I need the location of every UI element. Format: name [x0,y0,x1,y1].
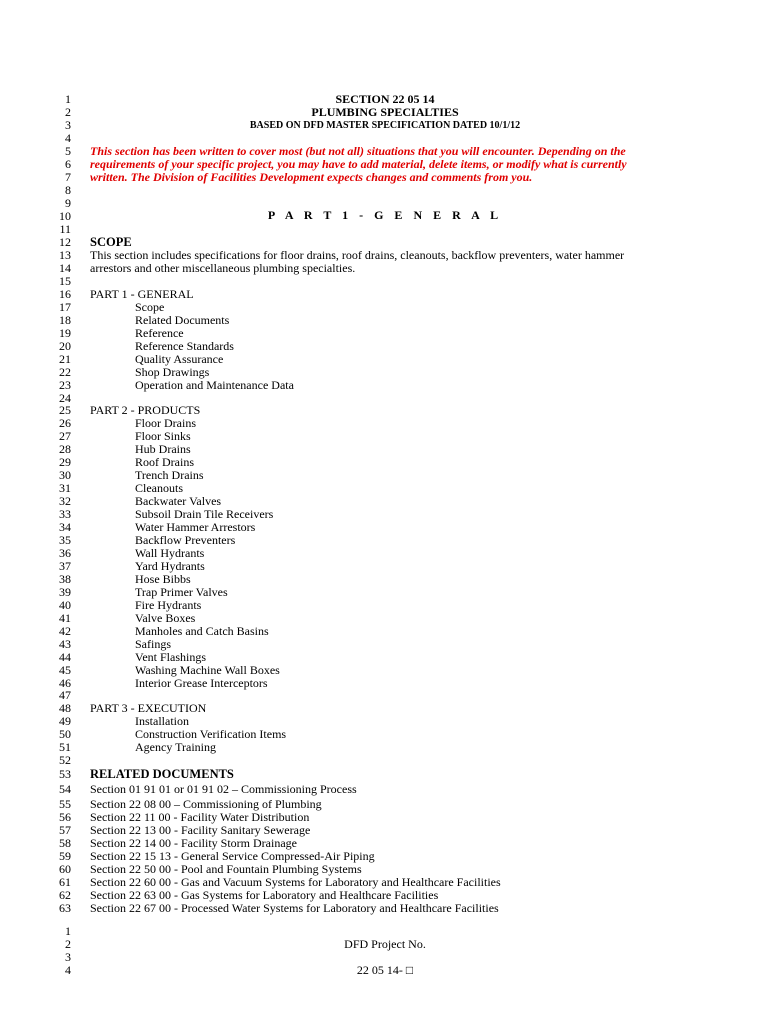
outline-item: Subsoil Drain Tile Receivers [135,507,274,521]
outline-item: Trench Drains [135,468,204,482]
line-number: 8 [65,183,71,197]
related-document-item: Section 22 15 13 - General Service Compressed-Air Piping [90,849,375,863]
line-number: 33 [59,507,71,521]
outline-item: Valve Boxes [135,611,196,625]
outline-item: Safings [135,637,171,651]
line-number: 44 [59,650,71,664]
related-document-item: Section 22 67 00 - Processed Water Systems for Laboratory and Healthcare Facilities [90,901,499,915]
line-number: 35 [59,533,71,547]
line-number: 14 [59,261,71,275]
line-number: 32 [59,494,71,508]
line-number: 54 [59,782,71,796]
line-number: 25 [59,403,71,417]
line-number: 6 [65,157,71,171]
outline-item: Shop Drawings [135,365,210,379]
line-number: 26 [59,416,71,430]
outline-item: Quality Assurance [135,352,224,366]
section-name: PLUMBING SPECIALTIES [311,105,459,119]
outline-item: Scope [135,300,165,314]
line-number: 29 [59,455,71,469]
line-number: 22 [59,365,71,379]
related-document-item: Section 22 60 00 - Gas and Vacuum Systems for Laboratory and Healthcare Facilities [90,875,501,889]
line-number: 61 [59,875,71,889]
outline-item: Backwater Valves [135,494,222,508]
line-number: 63 [59,901,71,915]
outline-item: Installation [135,714,189,728]
line-number: 27 [59,429,71,443]
outline-item: Hose Bibbs [135,572,191,586]
line-number: 4 [65,131,71,145]
spec-note-line: This section has been written to cover most (but not all) situations that you will encounter. Depending on the [90,144,626,158]
line-number: 18 [59,313,71,327]
outline-item: Hub Drains [135,442,191,456]
outline-item: Construction Verification Items [135,727,287,741]
outline-part-title: PART 3 - EXECUTION [90,701,207,715]
line-number: 62 [59,888,71,902]
line-number: 57 [59,823,71,837]
footer-line-number: 4 [65,963,71,977]
outline-item: Reference [135,326,184,340]
section-title: SECTION 22 05 14 [335,92,435,106]
outline-item: Backflow Preventers [135,533,236,547]
line-number: 9 [65,196,71,210]
line-number: 42 [59,624,71,638]
related-document-item: Section 22 14 00 - Facility Storm Drainage [90,836,297,850]
based-on-note: BASED ON DFD MASTER SPECIFICATION DATED 10/1/12 [249,120,521,131]
line-number: 38 [59,572,71,586]
line-number: 46 [59,676,71,690]
line-number: 23 [59,378,71,392]
outline-item: Interior Grease Interceptors [135,676,268,690]
outline-item: Related Documents [135,313,230,327]
spec-note-line: requirements of your specific project, you may have to add material, delete items, or modify what is currently [90,157,627,171]
outline-item: Vent Flashings [135,650,207,664]
line-number: 13 [59,248,71,262]
line-number: 45 [59,663,71,677]
line-number: 24 [59,391,71,405]
line-number: 40 [59,598,71,612]
line-number: 19 [59,326,71,340]
outline-item: Washing Machine Wall Boxes [135,663,280,677]
line-number: 43 [59,637,71,651]
outline-item: Floor Sinks [135,429,191,443]
outline-item: Yard Hydrants [135,559,205,573]
line-number: 17 [59,300,71,314]
line-number: 30 [59,468,71,482]
line-number: 20 [59,339,71,353]
outline-item: Trap Primer Valves [135,585,228,599]
part-heading: P A R T 1 - G E N E R A L [267,208,503,222]
line-number: 59 [59,849,71,863]
line-number: 11 [59,222,71,236]
related-document-item: Section 22 50 00 - Pool and Fountain Plumbing Systems [90,862,362,876]
outline-item: Cleanouts [135,481,183,495]
line-number: 53 [59,767,71,781]
outline-item: Operation and Maintenance Data [135,378,294,392]
line-number: 21 [59,352,71,366]
spec-note-line: written. The Division of Facilities Development expects changes and comments from you. [90,170,533,184]
related-document-item: Section 22 11 00 - Facility Water Distribution [90,810,310,824]
footer-line-number: 2 [65,937,71,951]
footer-page-number: 22 05 14- □ [356,963,414,977]
related-heading: RELATED DOCUMENTS [90,767,234,781]
outline-part-title: PART 1 - GENERAL [90,287,194,301]
outline-item: Agency Training [135,740,216,754]
related-document-item: Section 22 63 00 - Gas Systems for Laboratory and Healthcare Facilities [90,888,439,902]
related-document-item: Section 22 13 00 - Facility Sanitary Sewerage [90,823,311,837]
outline-item: Fire Hydrants [135,598,202,612]
line-number: 7 [65,170,71,184]
line-number: 39 [59,585,71,599]
line-number: 50 [59,727,71,741]
line-number: 36 [59,546,71,560]
outline-part-title: PART 2 - PRODUCTS [90,403,201,417]
outline-item: Wall Hydrants [135,546,205,560]
line-number: 34 [59,520,71,534]
line-number: 15 [59,274,71,288]
line-number: 55 [59,797,71,811]
line-number: 31 [59,481,71,495]
scope-text: arrestors and other miscellaneous plumbing specialties. [90,261,356,275]
outline-item: Reference Standards [135,339,234,353]
footer-line-number: 1 [65,924,71,938]
related-document-item: Section 01 91 01 or 01 91 02 – Commissioning Process [90,782,357,796]
line-number: 49 [59,714,71,728]
line-number: 3 [65,118,71,132]
line-number: 52 [59,753,71,767]
outline-item: Roof Drains [135,455,194,469]
line-number: 37 [59,559,71,573]
scope-text: This section includes specifications for floor drains, roof drains, cleanouts, backflow preventers, water hammer [90,248,625,262]
line-number: 16 [59,287,71,301]
line-number: 10 [59,209,71,223]
line-number: 5 [65,144,71,158]
line-number: 2 [65,105,71,119]
footer-line-number: 3 [65,950,71,964]
line-number: 60 [59,862,71,876]
scope-heading: SCOPE [90,235,132,249]
line-number: 28 [59,442,71,456]
line-number: 56 [59,810,71,824]
outline-item: Floor Drains [135,416,196,430]
line-number: 1 [65,92,71,106]
outline-item: Water Hammer Arrestors [135,520,256,534]
line-number: 51 [59,740,71,754]
line-number: 41 [59,611,71,625]
outline-item: Manholes and Catch Basins [135,624,269,638]
line-number: 47 [59,688,71,702]
related-document-item: Section 22 08 00 – Commissioning of Plumbing [90,797,322,811]
line-number: 58 [59,836,71,850]
footer-project: DFD Project No. [344,937,426,951]
line-number: 12 [59,235,71,249]
line-number: 48 [59,701,71,715]
